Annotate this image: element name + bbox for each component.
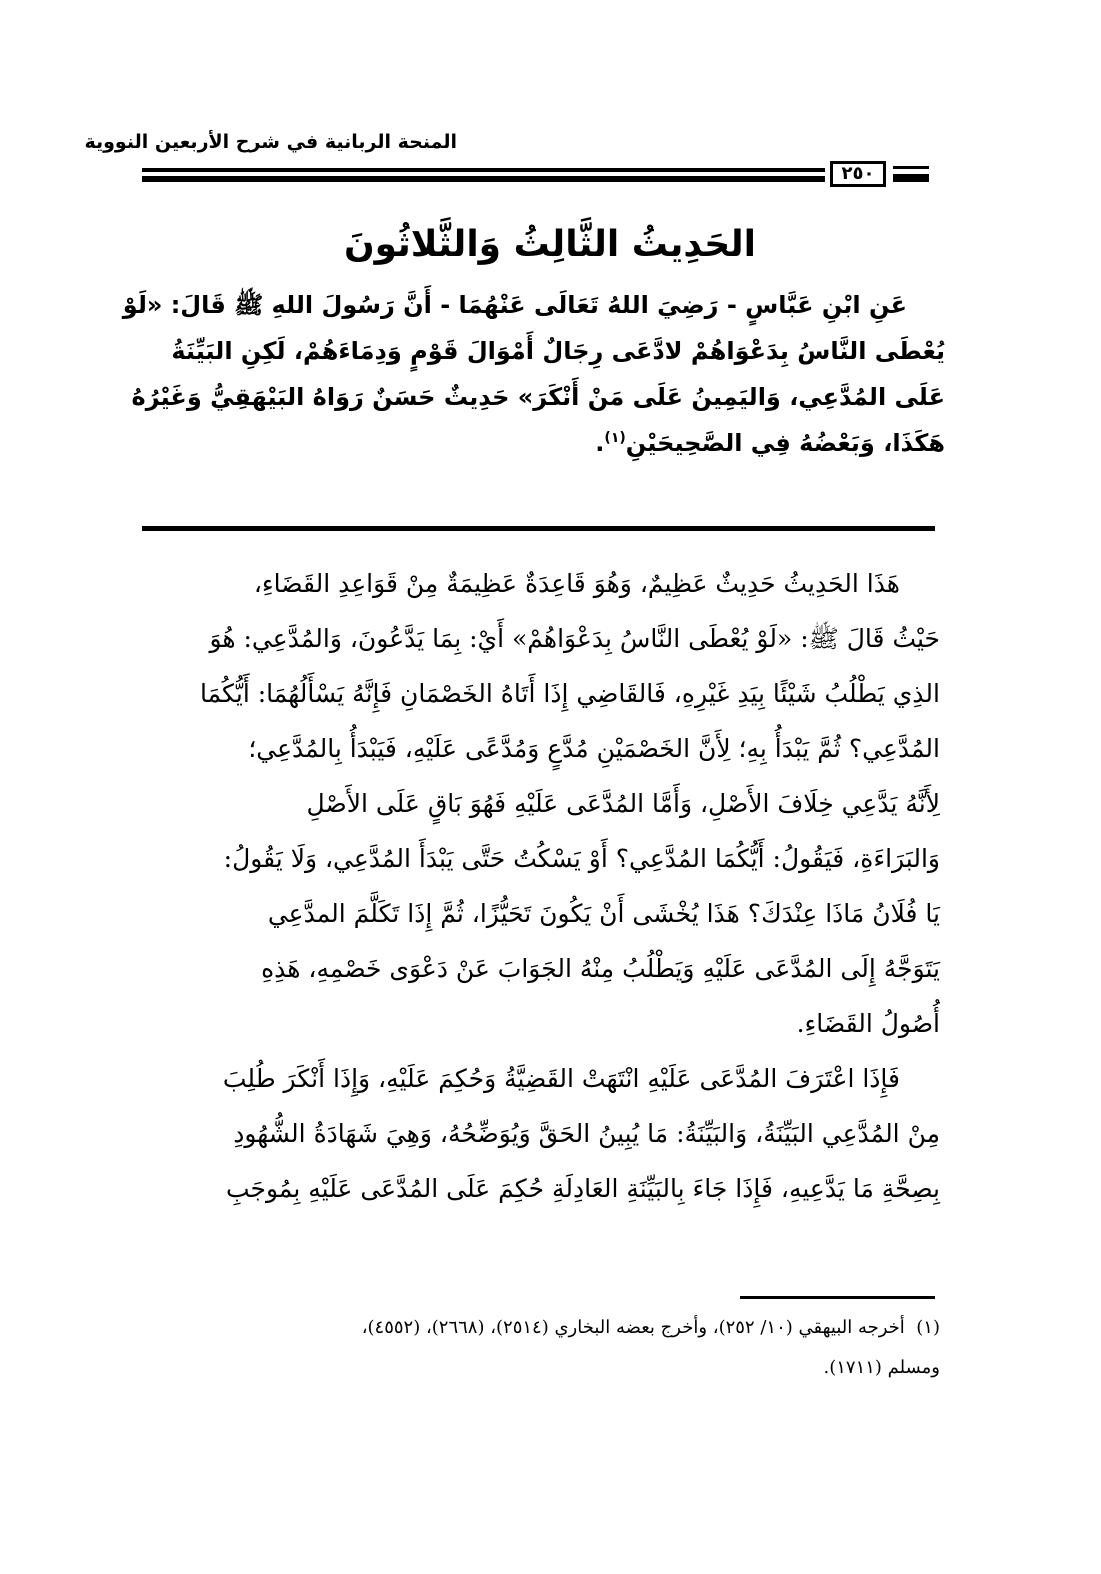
footnote-marker: (١) [916,1317,940,1338]
footnote-separator [740,1296,935,1299]
commentary-line: بِصِحَّةِ مَا يَدَّعِيهِ، فَإِذَا جَاءَ بِالبَيِّنَةِ العَادِلَةِ حُكِمَ عَلَى المُدَّعَى عَلَيْهِ بِمُوجَبِ [225,1174,940,1203]
footnote-line [150,1308,940,1348]
section-divider [142,526,935,531]
page-number: ٢٥٠ [830,161,886,187]
commentary-paragraph [140,1051,940,1216]
hadith-end-punct: . [595,429,605,457]
hadith-text [122,282,945,466]
commentary-line: هَذَا الحَدِيثُ حَدِيثٌ عَظِيمٌ، وَهُوَ قَاعِدَةٌ عَظِيمَةٌ مِنْ قَوَاعِدِ القَضَاءِ، [253,569,900,598]
commentary-body [140,556,940,1216]
commentary-line: حَيْثُ قَالَ ﷺ: «لَوْ يُعْطَى النَّاسُ بِدَعْوَاهُمْ» أَيْ: بِمَا يَدَّعُونَ، وَالمُدَّعِي: هُوَ [209,624,940,653]
commentary-line: وَالبَرَاءَةِ، فَيَقُولُ: أَيُّكُمَا المُدَّعِي؟ أَوْ يَسْكُتُ حَتَّى يَبْدَأَ المُدَّعِي، وَلَا يَقُولُ: [223,844,940,873]
footnote-line: ومسلم (١٧١١). [823,1357,940,1378]
commentary-paragraph [140,556,940,1051]
footnote-reference: (١) [604,430,626,446]
commentary-line: أُصُولُ القَضَاءِ. [796,1009,940,1038]
footnotes [150,1308,940,1388]
header-rule-thick [142,176,825,182]
hadith-last-line [140,420,945,466]
commentary-line: يَا فُلَانُ مَاذَا عِنْدَكَ؟ هَذَا يُخْشَى أَنْ يَكُونَ تَحَيُّزًا، ثُمَّ إِذَا تَكَلَّمَ المدَّعِي [267,899,940,928]
hadith-title: الحَدِيثُ الثَّالِثُ وَالثَّلاثُونَ [343,224,757,265]
hadith-line: عَلَى المُدَّعِي، وَاليَمِينُ عَلَى مَنْ أَنْكَرَ» حَدِيثٌ حَسَنٌ رَوَاهُ البَيْهَقِيُّ وَغَيْرُهُ [131,383,945,411]
commentary-line: المُدَّعِي؟ ثُمَّ يَبْدَأُ بِهِ؛ لِأَنَّ الخَصْمَيْنِ مُدَّعٍ وَمُدَّعًى عَلَيْهِ، فَيَبْدَأُ بِالمُدَّعِي؛ [248,734,940,763]
hadith-line: عَنِ ابْنِ عَبَّاسٍ - رَضِيَ اللهُ تَعَالَى عَنْهُمَا - أَنَّ رَسُولَ اللهِ ﷺ قَالَ: «لَوْ [122,291,907,319]
page-number-rule-thick [893,174,929,182]
running-header-title: المنحة الربانية في شرح الأربعين النووية [84,131,457,153]
commentary-line: الذِي يَطْلُبُ شَيْئًا بِيَدِ غَيْرِهِ، فَالقَاضِي إِذَا أَتَاهُ الخَصْمَانِ فَإِنَّهُ يَسْأَلُهُمَا: أَيُّكُمَا [199,679,940,708]
header-rule-thin [142,168,825,172]
commentary-line: مِنْ المُدَّعِي البَيِّنَةُ، وَالبَيِّنَةُ: مَا يُبِينُ الحَقَّ وَيُوَضِّحُهُ، وَهِيَ شَهَادَةُ الشُّهُودِ [233,1119,940,1148]
commentary-line: فَإِذَا اعْتَرَفَ المُدَّعَى عَلَيْهِ انْتَهَتْ القَضِيَّةُ وَحُكِمَ عَلَيْهِ، وَإِذَا أَنْكَرَ طُلِبَ [222,1064,900,1093]
hadith-line: يُعْطَى النَّاسُ بِدَعْوَاهُمْ لادَّعَى رِجَالٌ أَمْوَالَ قَوْمٍ وَدِمَاءَهُمْ، لَكِنِ البَيِّنَةُ [171,337,945,365]
hadith-line-text: هَكَذَا، وَبَعْضُهُ فِي الصَّحِيحَيْنِ [625,429,945,457]
commentary-line: يَتَوَجَّهُ إِلَى المُدَّعَى عَلَيْهِ وَيَطْلُبُ مِنْهُ الجَوَابَ عَنْ دَعْوَى خَصْمِهِ، هَذِهِ [261,954,940,983]
page-number-rule-thin [893,166,929,169]
footnote-text: أخرجه البيهقي (١٠/ ٢٥٢)، وأخرج بعضه البخاري (٢٥١٤)، (٢٦٦٨)، (٤٥٥٢)، [361,1317,905,1338]
commentary-line: لِأَنَّهُ يَدَّعِي خِلَافَ الأَصْلِ، وَأَمَّا المُدَّعَى عَلَيْهِ فَهُوَ بَاقٍ عَلَى الأَصْلِ [306,789,940,818]
